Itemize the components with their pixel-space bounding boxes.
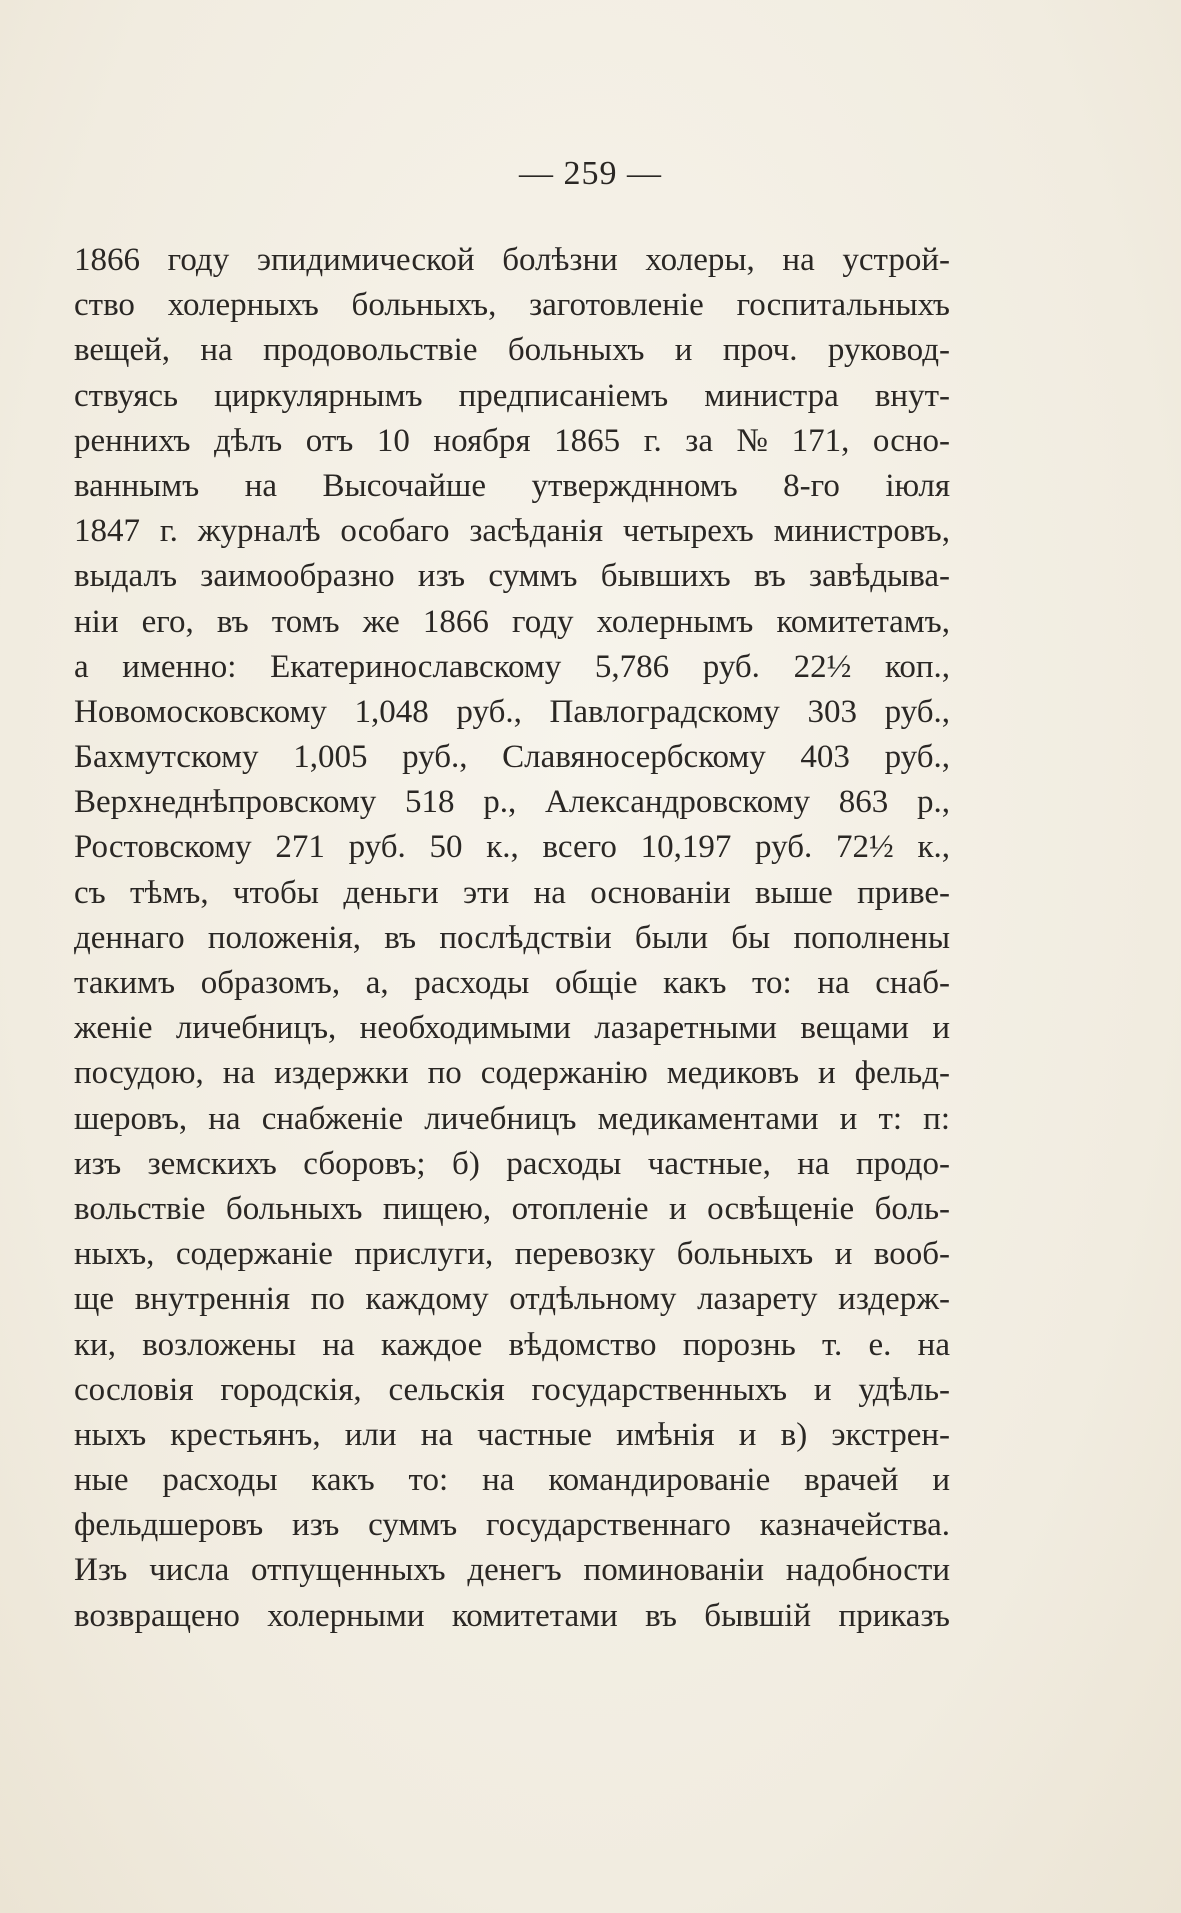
page-number: — 259 — xyxy=(519,155,662,192)
text-line xyxy=(74,825,950,870)
text-line-content: ніи его, въ томъ же 1866 году холернымъ комитетамъ, xyxy=(74,603,950,640)
text-line xyxy=(74,690,950,735)
text-line xyxy=(74,1277,950,1322)
text-line-content: Верхнеднѣпровскому 518 р., Александровскому 863 р., xyxy=(74,784,950,821)
text-line xyxy=(74,1232,950,1277)
text-line-content: ныхъ крестьянъ, или на частные имѣнія и в) экстрен- xyxy=(74,1416,950,1453)
text-line-content: ваннымъ на Высочайше утвержднномъ 8-го іюля xyxy=(74,467,950,504)
text-line xyxy=(74,374,950,419)
text-line xyxy=(74,1503,950,1548)
text-line-content: шеровъ, на снабженіе личебницъ медикаментами и т: п: xyxy=(74,1100,950,1137)
text-line xyxy=(74,509,950,554)
text-line-content: ще внутреннія по каждому отдѣльному лазарету издерж- xyxy=(74,1281,950,1318)
text-line xyxy=(74,283,950,328)
text-line xyxy=(74,1594,950,1639)
text-line xyxy=(74,1051,950,1096)
text-line xyxy=(74,1006,950,1051)
text-line xyxy=(74,1368,950,1413)
text-line xyxy=(74,1323,950,1368)
text-line xyxy=(74,600,950,645)
text-line xyxy=(74,419,950,464)
text-line xyxy=(74,1458,950,1503)
text-line-content: реннихъ дѣлъ отъ 10 ноября 1865 г. за № 171, осно- xyxy=(74,422,950,459)
text-line xyxy=(74,238,950,283)
text-line-content: Новомосковскому 1,048 руб., Павлоградскому 303 руб., xyxy=(74,693,950,730)
text-line xyxy=(74,1413,950,1458)
text-line-content: ствуясь циркулярнымъ предписаніемъ министра внут- xyxy=(74,377,950,414)
text-line-content: сословія городскія, сельскія государственныхъ и удѣль- xyxy=(74,1371,950,1408)
text-line xyxy=(74,1097,950,1142)
text-line-content: Бахмутскому 1,005 руб., Славяносербскому 403 руб., xyxy=(74,739,950,776)
text-line xyxy=(74,645,950,690)
text-line-content: такимъ образомъ, а, расходы общіе какъ то: на снаб- xyxy=(74,965,950,1001)
body-text xyxy=(74,238,950,1639)
text-line-content: возвращено холерными комитетами въ бывшій приказъ xyxy=(74,1597,950,1634)
text-line-content: вольствіе больныхъ пищею, отопленіе и освѣщеніе боль- xyxy=(74,1190,950,1227)
text-line-content: посудою, на издержки по содержанію медиковъ и фельд- xyxy=(74,1055,950,1092)
text-line xyxy=(74,916,950,961)
text-line xyxy=(74,1548,950,1593)
text-line-content: 1847 г. журналѣ особаго засѣданія четырехъ министровъ, xyxy=(74,513,950,550)
text-line-content: ные расходы какъ то: на командированіе врачей и xyxy=(74,1462,950,1499)
text-line xyxy=(74,780,950,825)
text-line-content: ки, возложены на каждое вѣдомство порознь т. е. на xyxy=(74,1326,950,1363)
text-line xyxy=(74,464,950,509)
text-line-content: фельдшеровъ изъ суммъ государственнаго казначейства. xyxy=(74,1507,950,1544)
text-line-content: ныхъ, содержаніе прислуги, перевозку больныхъ и вооб- xyxy=(74,1236,950,1273)
text-line xyxy=(74,735,950,780)
text-line-content: изъ земскихъ сборовъ; б) расходы частные, на продо- xyxy=(74,1145,950,1182)
text-line-content: а именно: Екатеринославскому 5,786 руб. 22½ коп., xyxy=(74,648,950,685)
text-line-content: деннаго положенія, въ послѣдствіи были бы пополнены xyxy=(74,919,950,956)
text-line-content: Ростовскому 271 руб. 50 к., всего 10,197 руб. 72½ к., xyxy=(74,829,950,866)
text-line-content: съ тѣмъ, чтобы деньги эти на основаніи выше приве- xyxy=(74,874,950,911)
text-line xyxy=(74,554,950,599)
text-line-content: выдалъ заимообразно изъ суммъ бывшихъ въ завѣдыва- xyxy=(74,558,950,595)
text-line-content: 1866 году эпидимической болѣзни холеры, на устрой- xyxy=(74,242,950,278)
text-line-content: Изъ числа отпущенныхъ денегъ поминованіи надобности xyxy=(74,1552,950,1589)
text-line-content: вещей, на продовольствіе больныхъ и проч. руковод- xyxy=(74,332,950,369)
text-line-content: женіе личебницъ, необходимыми лазаретными вещами и xyxy=(74,1010,950,1047)
text-line xyxy=(74,1187,950,1232)
text-line xyxy=(74,961,950,1006)
text-line xyxy=(74,871,950,916)
text-line-content: ство холерныхъ больныхъ, заготовленіе госпитальныхъ xyxy=(74,287,950,324)
text-line xyxy=(74,1142,950,1187)
text-line xyxy=(74,328,950,373)
